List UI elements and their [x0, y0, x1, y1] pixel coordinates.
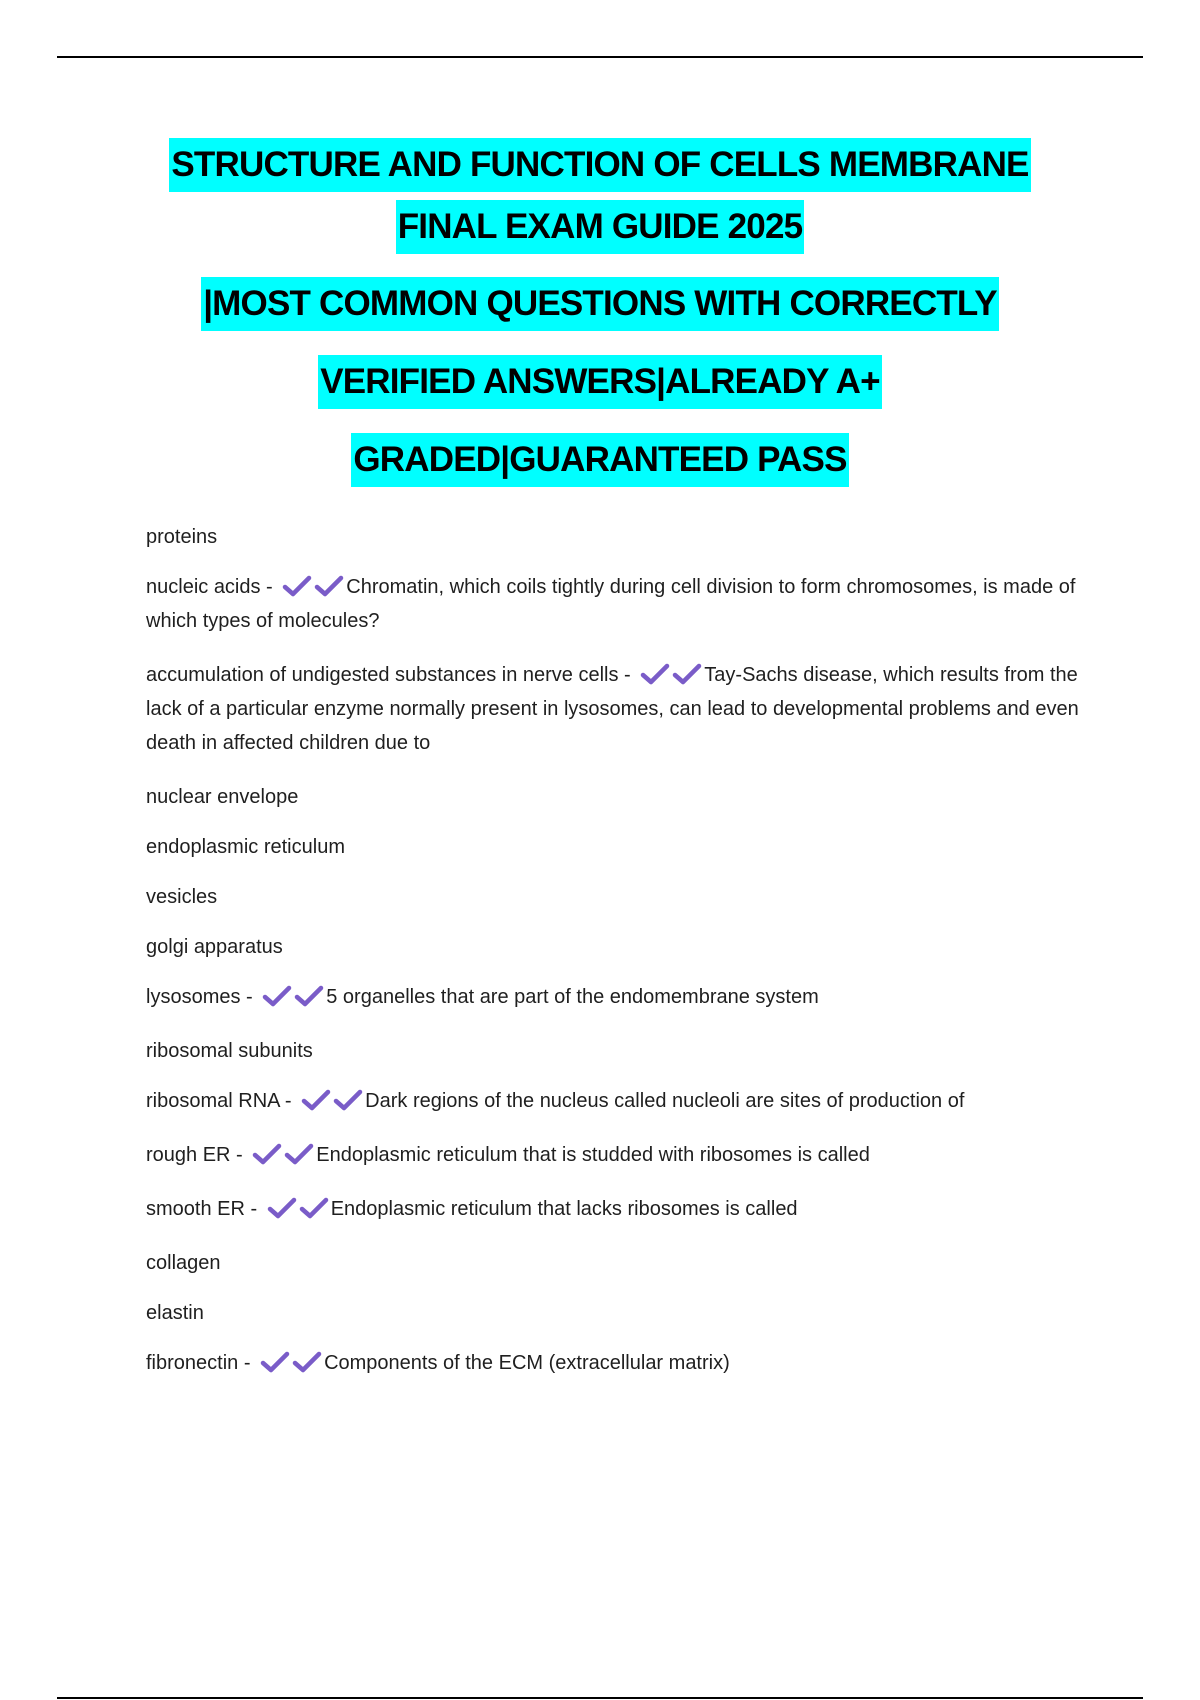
check-icon: [314, 575, 344, 597]
term-item: [146, 520, 1086, 554]
check-icon: [282, 575, 312, 597]
term-item: [146, 880, 1086, 914]
qa-list: [146, 520, 1086, 1400]
question-text: Endoplasmic reticulum that lacks ribosomes is called: [330, 1198, 798, 1220]
check-icon: [262, 985, 292, 1007]
check-icon: [301, 1089, 331, 1111]
question-text: 5 organelles that are part of the endomembrane system: [326, 986, 819, 1008]
check-icon: [640, 663, 670, 685]
answer-text: nucleic acids -: [146, 576, 279, 598]
answer-text: ribosomal RNA -: [146, 1090, 298, 1112]
document-title: [60, 138, 1140, 487]
question-text: Chromatin, which coils tightly during cell division to form chromosomes, is made of which types of molecules?: [146, 576, 1076, 632]
title-line-2: FINAL EXAM GUIDE 2025: [60, 200, 1140, 254]
answer-text: ribosomal subunits: [146, 1040, 313, 1062]
qa-item: [146, 1192, 1086, 1226]
term-item: [146, 780, 1086, 814]
term-item: [146, 1296, 1086, 1330]
answer-text: nuclear envelope: [146, 786, 299, 808]
check-icon: [333, 1089, 363, 1111]
answer-text: accumulation of undigested substances in nerve cells -: [146, 664, 637, 686]
qa-item: [146, 658, 1086, 760]
bottom-rule: [57, 1697, 1143, 1699]
title-line-5: GRADED|GUARANTEED PASS: [60, 433, 1140, 487]
answer-text: smooth ER -: [146, 1198, 263, 1220]
title-line-1: STRUCTURE AND FUNCTION OF CELLS MEMBRANE: [60, 138, 1140, 192]
term-item: [146, 830, 1086, 864]
answer-text: vesicles: [146, 886, 218, 908]
qa-item: [146, 1084, 1086, 1118]
check-icon: [260, 1351, 290, 1373]
answer-text: endoplasmic reticulum: [146, 836, 345, 858]
check-icon: [284, 1143, 314, 1165]
check-icon: [299, 1197, 329, 1219]
title-line-3: |MOST COMMON QUESTIONS WITH CORRECTLY: [60, 277, 1140, 331]
question-text: Endoplasmic reticulum that is studded with ribosomes is called: [316, 1144, 870, 1166]
question-text: Components of the ECM (extracellular matrix): [324, 1352, 730, 1374]
answer-text: collagen: [146, 1252, 221, 1274]
title-line-4: VERIFIED ANSWERS|ALREADY A+: [60, 355, 1140, 409]
qa-item: [146, 570, 1086, 638]
question-text: Dark regions of the nucleus called nucleoli are sites of production of: [365, 1090, 965, 1112]
term-item: [146, 1246, 1086, 1280]
term-item: [146, 1034, 1086, 1068]
check-icon: [267, 1197, 297, 1219]
answer-text: elastin: [146, 1302, 204, 1324]
check-icon: [252, 1143, 282, 1165]
answer-text: golgi apparatus: [146, 936, 283, 958]
qa-item: [146, 1346, 1086, 1380]
check-icon: [292, 1351, 322, 1373]
answer-text: proteins: [146, 526, 218, 548]
answer-text: fibronectin -: [146, 1352, 257, 1374]
qa-item: [146, 980, 1086, 1014]
term-item: [146, 930, 1086, 964]
answer-text: rough ER -: [146, 1144, 249, 1166]
top-rule: [57, 56, 1143, 58]
check-icon: [672, 663, 702, 685]
qa-item: [146, 1138, 1086, 1172]
question-text: Tay-Sachs disease, which results from the lack of a particular enzyme normally present in lysosomes, can lead to developmental problems and even death in affected children due to: [146, 664, 1079, 754]
check-icon: [294, 985, 324, 1007]
answer-text: lysosomes -: [146, 986, 259, 1008]
